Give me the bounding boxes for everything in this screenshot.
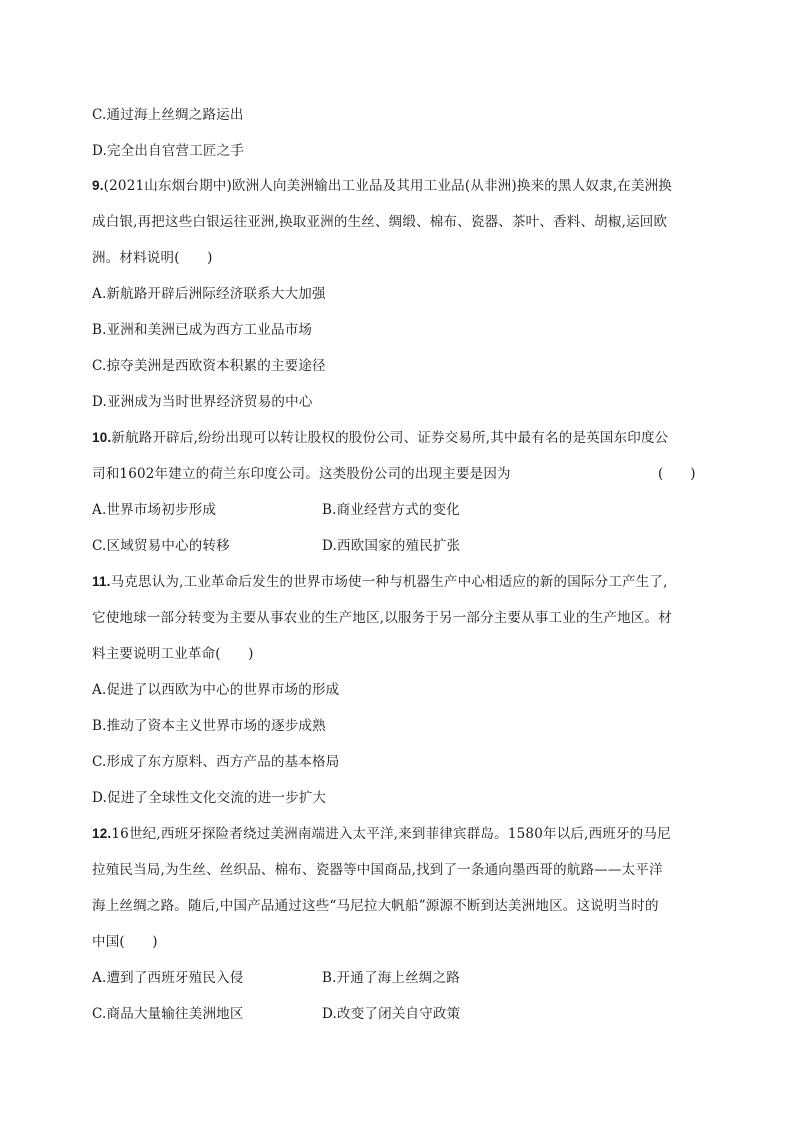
q9-stem-line-3: 洲。材料说明( ) xyxy=(92,250,213,266)
q11-stem-line-2: 它使地球一部分转变为主要从事农业的生产地区,以服务于另一部分主要从事工业的生产地区。材 xyxy=(92,610,672,626)
q11-option-b: B.推动了资本主义世界市场的逐步成熟 xyxy=(92,718,326,734)
q10-stem-line-2: 司和1602年建立的荷兰东印度公司。这类股份公司的出现主要是因为 xyxy=(92,466,511,482)
q9-option-d: D.亚洲成为当时世界经济贸易的中心 xyxy=(92,394,313,410)
q9-stem-line-2: 成白银,再把这些白银运往亚洲,换取亚洲的生丝、绸缎、棉布、瓷器、茶叶、香料、胡椒,运回欧 xyxy=(92,214,668,230)
q12-stem-line-2: 拉殖民当局,为生丝、丝织品、棉布、瓷器等中国商品,找到了一条通向墨西哥的航路——太平洋 xyxy=(92,862,663,878)
q11-number: 11. xyxy=(92,574,111,589)
q9-option-b: B.亚洲和美洲已成为西方工业品市场 xyxy=(92,322,313,338)
q11-option-d: D.促进了全球性文化交流的进一步扩大 xyxy=(92,790,327,806)
q10-answer-paren: ( ) xyxy=(658,466,696,482)
q11-stem-line-1 xyxy=(92,573,668,591)
q9-number: 9. xyxy=(92,178,104,193)
q12-stem-line-4: 中国( ) xyxy=(92,934,158,950)
q12-option-b: B.开通了海上丝绸之路 xyxy=(322,970,460,986)
q9-option-a: A.新航路开辟后洲际经济联系大大加强 xyxy=(92,286,326,302)
q12-stem-text-1: 16世纪,西班牙探险者绕过美洲南端进入太平洋,来到菲律宾群岛。1580年以后,西班牙的马尼 xyxy=(111,826,671,842)
q11-stem-line-3: 料主要说明工业革命( ) xyxy=(92,646,254,662)
q10-stem-text-1: 新航路开辟后,纷纷出现可以转让股权的股份公司、证券交易所,其中最有名的是英国东印度公 xyxy=(111,430,669,446)
q10-option-a: A.世界市场初步形成 xyxy=(92,502,217,518)
q12-option-a: A.遭到了西班牙殖民入侵 xyxy=(92,970,244,986)
q10-option-c: C.区域贸易中心的转移 xyxy=(92,538,230,554)
q9-stem-line-1 xyxy=(92,177,672,195)
q12-option-d: D.改变了闭关自守政策 xyxy=(322,1006,461,1022)
q10-stem-line-1 xyxy=(92,429,668,447)
q11-option-a: A.促进了以西欧为中心的世界市场的形成 xyxy=(92,682,340,698)
q10-option-b: B.商业经营方式的变化 xyxy=(322,502,460,518)
q8-option-c: C.通过海上丝绸之路运出 xyxy=(92,107,244,123)
q12-stem-line-1 xyxy=(92,825,671,843)
q12-number: 12. xyxy=(92,826,112,841)
q8-option-d: D.完全出自官营工匠之手 xyxy=(92,143,245,159)
q12-option-c: C.商品大量输往美洲地区 xyxy=(92,1006,244,1022)
q9-option-c: C.掠夺美洲是西欧资本积累的主要途径 xyxy=(92,358,326,374)
q9-stem-text-1: (2021山东烟台期中)欧洲人向美洲输出工业品及其用工业品(从非洲)换来的黑人奴隶,在美洲换 xyxy=(103,178,673,194)
q10-option-d: D.西欧国家的殖民扩张 xyxy=(322,538,461,554)
q10-number: 10. xyxy=(92,430,112,445)
q11-stem-text-1: 马克思认为,工业革命后发生的世界市场使一种与机器生产中心相适应的新的国际分工产生了, xyxy=(110,574,668,590)
q12-stem-line-3: 海上丝绸之路。随后,中国产品通过这些“马尼拉大帆船”源源不断到达美洲地区。这说明当时的 xyxy=(92,898,659,914)
q11-option-c: C.形成了东方原料、西方产品的基本格局 xyxy=(92,754,340,770)
